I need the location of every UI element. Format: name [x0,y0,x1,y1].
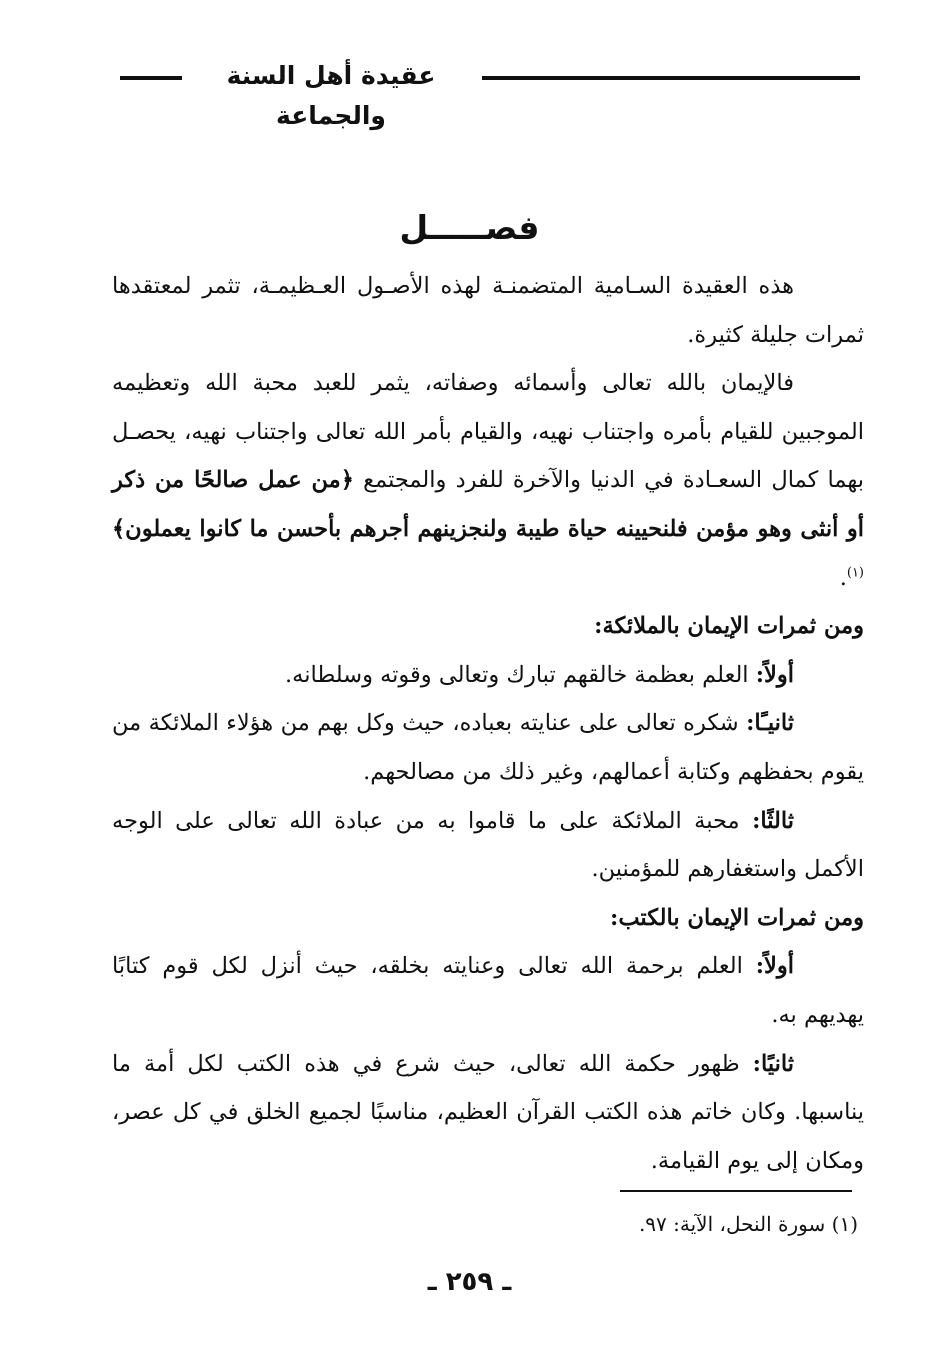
books-point-2-text: ظهور حكمة الله تعالى، حيث شرع في هذه الكتب لكل أمة ما يناسبها. وكان خاتم هذه الكتب القرآن العظيم، مناسبًا لجميع الخلق في كل عصر، ومكان إلى يوم القيامة. [112,1050,864,1174]
footnote: (١) سورة النحل، الآية: ٩٧. [638,1212,858,1236]
angels-point-1 [112,651,864,700]
angels-point-1-text: العلم بعظمة خالقهم تبارك وتعالى وقوته وسلطانه. [284,661,749,688]
verse-end-period: . [839,564,847,591]
angels-point-2 [112,699,864,796]
books-point-1-text: العلم برحمة الله تعالى وعنايته بخلقه، حيث أنزل لكل قوم كتابًا يهديهم به. [112,953,864,1028]
books-heading: ومن ثمرات الإيمان بالكتب: [610,904,864,931]
books-point-1 [112,942,864,1039]
section-title: فصـــــل [399,208,540,247]
angels-point-3-label: ثالثًا: [752,807,794,834]
footnote-ref: (١) [846,565,864,581]
running-title: عقيدة أهل السنة والجماعة [226,61,436,130]
body-text [112,262,864,1185]
books-point-1-label: أولاً: [755,953,794,980]
paragraph-intro: هذه العقيدة السـامية المتضمنـة لهذه الأصـول العـظيمـة، تثمر لمعتقدها ثمرات جليلة كثيرة. [112,273,864,348]
running-header [108,52,860,130]
paragraph-faith-in-allah [112,359,864,602]
angels-point-2-label: ثانيـًا: [746,710,794,737]
books-point-2 [112,1040,864,1186]
footnote-separator [620,1190,852,1192]
header-rule-right [482,76,860,80]
faith-in-allah-text: فالإيمان بالله تعالى وأسمائه وصفاته، يثمر للعبد محبة الله وتعظيمه الموجبين للقيام بأمره واجتناب نهيه، والقيام بأمر الله تعالى واجتناب نهيه، يحصـل بهما كمال السعـادة في الدنيا والآخرة للفرد والمجتمع [112,370,864,494]
angels-point-2-text: شكره تعالى على عنايته بعباده، حيث وكل بهم من هؤلاء الملائكة من يقوم بحفظهم وكتابة أعمالهم، وغير ذلك من مصالحهم. [112,710,864,785]
header-rule-left [120,76,182,80]
angels-heading: ومن ثمرات الإيمان بالملائكة: [594,613,864,640]
books-point-2-label: ثانيًا: [752,1050,794,1077]
page-number: ـ ٢٥٩ ـ [427,1267,512,1297]
angels-point-3-text: محبة الملائكة على ما قاموا به من عبادة الله تعالى على الوجه الأكمل واستغفارهم للمؤمنين. [112,807,864,883]
angels-point-1-label: أولاً: [755,661,794,688]
quran-verse: ﴿من عمل صالحًا من ذكر أو أنثى وهو مؤمن فلنحيينه حياة طيبة ولنجزينهم أجرهم بأحسن ما كانوا يعملون﴾ [112,467,864,542]
angels-point-3 [112,797,864,894]
